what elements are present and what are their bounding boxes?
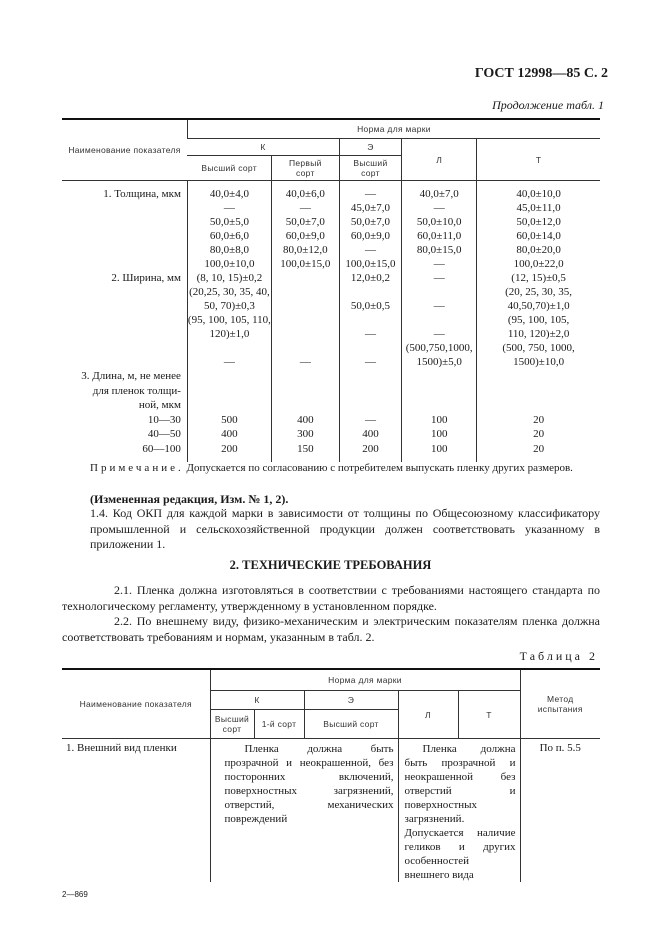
table-1 [62, 118, 600, 462]
paragraph-1-4: 1.4. Код ОКП для каждой марки в зависимости от толщины по Общесоюзному классификатору промышленной и сельскохозяйственной продукции должен соответствовать указанному в приложении 1. [90, 506, 600, 551]
grade-t-header: Т [458, 691, 520, 739]
cell-k-high: 40,0±4,0 — 50,0±5,0 60,0±6,0 80,0±8,0 100,0±10,0 [187, 181, 271, 272]
cell-k-first: — [271, 271, 339, 369]
cell-t: 40,0±10,0 45,0±11,0 50,0±12,0 60,0±14,0 80,0±20,0 100,0±22,0 [477, 181, 600, 272]
method-cell: По п. 5.5 [520, 739, 600, 883]
edition-note: (Измененная редакция, Изм. № 1, 2). [90, 492, 289, 506]
row-name: 3. Длина, м, не менее для пленок толщи- ной, мкм 10—30 40—50 60—100 [81, 370, 181, 455]
desc-l-t: Пленка должна быть прозрачной и неокрашенной без отверстий и поверхностных загрязнений. Допускается наличие геликов и других особенностей внешнего вида [398, 739, 520, 883]
table-row [62, 369, 600, 462]
grade-e-header: Э [339, 139, 401, 156]
cell-k-first: 400 300 150 [271, 369, 339, 462]
page-header: ГОСТ 12998—85 С. 2 [474, 66, 608, 81]
norm-header: Норма для марки [187, 119, 600, 139]
col-name-header: Наименование показателя [62, 669, 210, 739]
e-highest-header: Высший сорт [339, 156, 401, 181]
page-footer-code: 2—869 [62, 890, 88, 899]
cell-k-high: 500 400 200 [187, 369, 271, 462]
cell-t: 20 20 20 [477, 369, 600, 462]
cell-k-high: (8, 10, 15)±0,2 (20,25, 30, 35, 40, 50, 70)±0,3 (95, 100, 105, 110, 120)±1,0 — [187, 272, 271, 368]
grade-k-header: К [210, 691, 304, 710]
cell-l: 40,0±7,0 — 50,0±10,0 60,0±11,0 80,0±15,0 — [402, 181, 477, 272]
row-name: 2. Ширина, мм [111, 272, 181, 284]
cell-l: 100 100 100 [402, 369, 477, 462]
table-continuation-label: Продолжение табл. 1 [492, 98, 604, 112]
paragraph-2-1: 2.1. Пленка должна изготовляться в соответствии с требованиями настоящего стандарта по технологическому регламенту, утвержденному в установленном порядке. [62, 583, 600, 613]
table-2 [62, 668, 600, 882]
table-note [90, 462, 573, 474]
cell-e-high: — 45,0±7,0 50,0±7,0 60,0±9,0 — 100,0±15,0 [339, 181, 401, 272]
table-row [62, 739, 600, 883]
grade-t-header: Т [477, 139, 600, 181]
k-first-header: 1-й сорт [254, 710, 304, 739]
e-highest-header: Высший сорт [304, 710, 398, 739]
row-name: 1. Толщина, мкм [103, 188, 181, 200]
table-row [62, 181, 600, 272]
cell-l: — — — (500,750,1000, 1500)±5,0 [402, 271, 477, 369]
note-text: Допускается по согласованию с потребителем выпускать пленку других размеров. [186, 462, 573, 474]
desc-k-e: Пленка должна быть прозрачной и неокрашенной, без посторонних включений, поверхностных загрязнений, отверстий, механических повреждений [210, 739, 398, 883]
method-header: Метод испытания [520, 669, 600, 739]
note-label: Примечание. [90, 462, 184, 474]
grade-l-header: Л [398, 691, 458, 739]
section-title: 2. ТЕХНИЧЕСКИЕ ТРЕБОВАНИЯ [229, 558, 432, 572]
table-row [62, 271, 600, 369]
grade-k-header: К [187, 139, 339, 156]
col-name-header: Наименование показателя [62, 119, 187, 181]
k-first-header: Первый сорт [271, 156, 339, 181]
cell-e-high: 12,0±0,2 50,0±0,5 — — [339, 271, 401, 369]
cell-e-high: — 400 200 [339, 369, 401, 462]
k-highest-header: Высший сорт [210, 710, 254, 739]
paragraph-2-2: 2.2. По внешнему виду, физико-механическим и электрическим показателям пленка должна соответствовать требованиям и нормам, указанным в табл. 2. [62, 614, 600, 644]
row-name: 1. Внешний вид пленки [62, 739, 210, 883]
cell-k-first: 40,0±6,0 — 50,0±7,0 60,0±9,0 80,0±12,0 100,0±15,0 [271, 181, 339, 272]
norm-header: Норма для марки [210, 669, 520, 691]
table-2-title: Таблица 2 [519, 649, 598, 663]
grade-e-header: Э [304, 691, 398, 710]
k-highest-header: Высший сорт [187, 156, 271, 181]
grade-l-header: Л [402, 139, 477, 181]
cell-t: (12, 15)±0,5 (20, 25, 30, 35, 40,50,70)±1,0 (95, 100, 105, 110, 120)±2,0 (500, 750, 1000, 1500)±10,0 [477, 271, 600, 369]
